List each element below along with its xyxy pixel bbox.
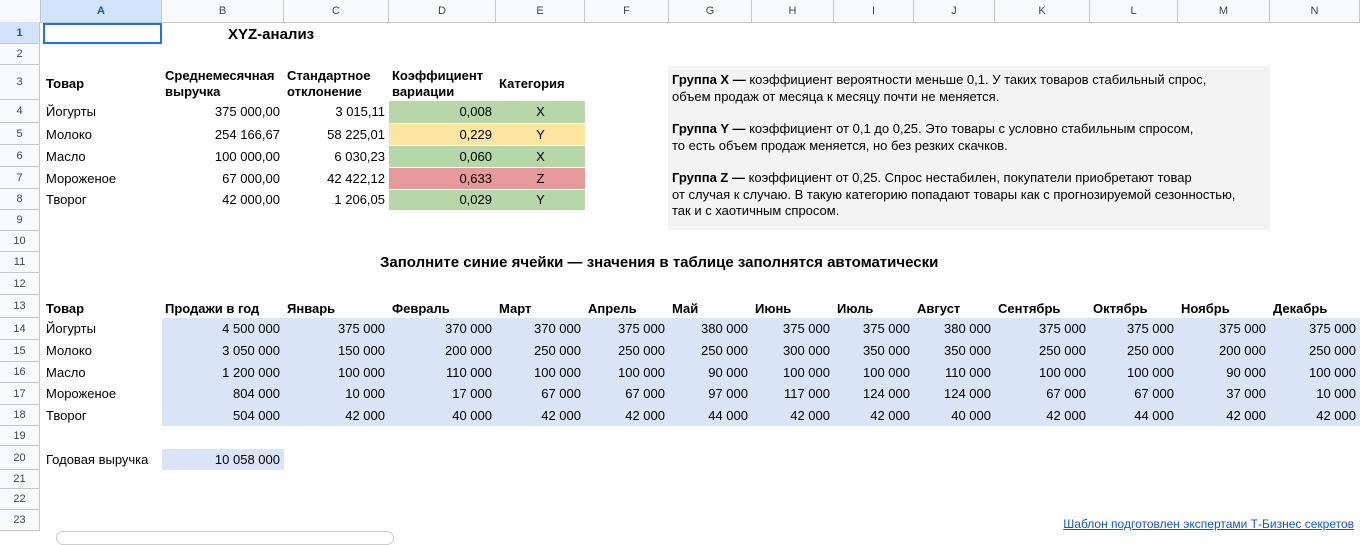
sales-value-cell[interactable]: 1 200 000 (162, 362, 284, 383)
sales-value-cell[interactable]: 504 000 (162, 405, 284, 426)
sales-value-cell[interactable]: 250 000 (1270, 340, 1360, 362)
summary-revenue: 67 000,00 (222, 171, 280, 186)
sales-value-cell[interactable]: 375 000 (284, 318, 389, 340)
sales-value-cell[interactable]: 42 000 (752, 405, 834, 426)
sales-value-cell[interactable]: 37 000 (1178, 383, 1270, 405)
note-group-z: Группа Z — коэффициент от 0,25. Спрос нестабилен, покупатели приобретают товар от случая к случаю. В такую категорию попадают товары как с прогнозируемой сезонностью, так и с хаотичным спросом. (672, 170, 1236, 218)
sales-value-cell[interactable]: 100 000 (585, 362, 669, 383)
sales-value-cell[interactable]: 42 000 (834, 405, 914, 426)
summary-header-category: Категория (499, 76, 565, 91)
sales-value-cell[interactable]: 42 000 (496, 405, 585, 426)
summary-category: Z (496, 168, 585, 189)
sales-value-cell[interactable]: 375 000 (1178, 318, 1270, 340)
row-header-15[interactable]: 15 (0, 340, 40, 362)
column-header-e[interactable]: E (496, 0, 585, 22)
sales-value-cell[interactable]: 380 000 (669, 318, 752, 340)
sales-value-cell[interactable]: 250 000 (496, 340, 585, 362)
sales-header-5: Апрель (588, 301, 637, 316)
row-header-19[interactable]: 19 (0, 426, 40, 446)
sales-value-cell[interactable]: 44 000 (669, 405, 752, 426)
sales-value-cell[interactable]: 42 000 (284, 405, 389, 426)
summary-revenue: 42 000,00 (222, 192, 280, 207)
sheet-tab-bar[interactable] (56, 531, 394, 545)
summary-stddev: 1 206,05 (334, 192, 385, 207)
sales-value-cell[interactable]: 804 000 (162, 383, 284, 405)
summary-revenue: 100 000,00 (214, 149, 280, 164)
sheet-title: XYZ-анализ (228, 26, 315, 43)
row-header-20[interactable]: 20 (0, 446, 40, 470)
row-header-23[interactable]: 23 (0, 510, 40, 531)
column-header-b[interactable]: B (162, 0, 284, 22)
selected-cell-a1[interactable] (43, 23, 162, 44)
sales-value-cell[interactable]: 42 000 (585, 405, 669, 426)
sales-value-cell[interactable]: 42 000 (1178, 405, 1270, 426)
summary-header-coef: Коэффициент вариации (392, 68, 484, 99)
instruction-heading: Заполните синие ячейки — значения в таблице заполнятся автоматически (380, 254, 939, 271)
sales-value-cell[interactable]: 300 000 (752, 340, 834, 362)
row-header-5[interactable]: 5 (0, 123, 40, 145)
sales-value-cell[interactable]: 117 000 (752, 383, 834, 405)
row-header-4[interactable]: 4 (0, 100, 40, 123)
column-header-k[interactable]: K (995, 0, 1090, 22)
row-header-11[interactable]: 11 (0, 252, 40, 273)
sales-value-cell[interactable]: 250 000 (995, 340, 1090, 362)
sales-value-cell[interactable]: 100 000 (1090, 362, 1178, 383)
sales-value-cell[interactable]: 10 000 (284, 383, 389, 405)
sales-value-cell[interactable]: 100 000 (995, 362, 1090, 383)
annual-revenue-label: Годовая выручка (46, 452, 149, 467)
sales-value-cell[interactable]: 17 000 (389, 383, 496, 405)
summary-stddev: 6 030,23 (334, 149, 385, 164)
sales-header-2: Январь (287, 301, 336, 316)
row-header-1[interactable]: 1 (0, 22, 40, 44)
sales-header-10: Сентябрь (998, 301, 1061, 316)
row-header-13[interactable]: 13 (0, 295, 40, 318)
sales-value-cell[interactable]: 370 000 (496, 318, 585, 340)
sales-value-cell[interactable]: 375 000 (1270, 318, 1360, 340)
row-header-3[interactable]: 3 (0, 65, 40, 100)
sales-value-cell[interactable]: 375 000 (752, 318, 834, 340)
sales-value-cell[interactable]: 150 000 (284, 340, 389, 362)
sales-value-cell[interactable]: 350 000 (834, 340, 914, 362)
sales-value-cell[interactable]: 4 500 000 (162, 318, 284, 340)
sales-value-cell[interactable]: 250 000 (1090, 340, 1178, 362)
summary-revenue: 375 000,00 (214, 104, 280, 119)
sales-header-6: Май (672, 301, 699, 316)
select-all-corner[interactable] (0, 0, 41, 22)
sales-header-8: Июль (837, 301, 874, 316)
row-header-22[interactable]: 22 (0, 489, 40, 510)
sales-value-cell[interactable]: 67 000 (995, 383, 1090, 405)
sales-value-cell[interactable]: 375 000 (834, 318, 914, 340)
summary-category: Y (496, 124, 585, 145)
sales-header-12: Ноябрь (1181, 301, 1230, 316)
column-header-a[interactable]: A (41, 0, 162, 22)
sales-value-cell[interactable]: 375 000 (995, 318, 1090, 340)
sales-value-cell[interactable]: 110 000 (389, 362, 496, 383)
sales-value-cell[interactable]: 200 000 (389, 340, 496, 362)
summary-product: Творог (46, 192, 87, 207)
sales-header-3: Февраль (392, 301, 450, 316)
sales-value-cell[interactable]: 3 050 000 (162, 340, 284, 362)
sales-value-cell[interactable]: 90 000 (669, 362, 752, 383)
row-header-9[interactable]: 9 (0, 210, 40, 231)
summary-category: X (496, 146, 585, 167)
summary-product: Молоко (46, 127, 92, 142)
sales-product: Йогурты (46, 321, 96, 336)
sales-value-cell[interactable]: 370 000 (389, 318, 496, 340)
sales-value-cell[interactable]: 67 000 (496, 383, 585, 405)
sales-value-cell[interactable]: 100 000 (284, 362, 389, 383)
row-header-16[interactable]: 16 (0, 362, 40, 383)
row-header-14[interactable]: 14 (0, 318, 40, 340)
summary-coef: 0,633 (389, 168, 496, 189)
sales-value-cell[interactable]: 250 000 (669, 340, 752, 362)
annual-revenue-value[interactable]: 10 058 000 (162, 449, 284, 470)
sales-value-cell[interactable]: 42 000 (995, 405, 1090, 426)
row-header-18[interactable]: 18 (0, 405, 40, 426)
row-header-21[interactable]: 21 (0, 470, 40, 489)
sales-header-4: Март (499, 301, 532, 316)
sales-value-cell[interactable]: 200 000 (1178, 340, 1270, 362)
sales-value-cell[interactable]: 40 000 (914, 405, 995, 426)
sales-value-cell[interactable]: 100 000 (496, 362, 585, 383)
column-header-m[interactable]: M (1178, 0, 1270, 22)
column-header-f[interactable]: F (585, 0, 669, 22)
summary-category: Y (496, 190, 585, 210)
sales-value-cell[interactable]: 250 000 (585, 340, 669, 362)
xyz-notes (668, 66, 1270, 230)
note-group-y: Группа Y — коэффициент от 0,1 до 0,25. Это товары с условно стабильным спросом, то есть объем продаж меняется, но без резких скачков. (672, 121, 1194, 153)
summary-revenue: 254 166,67 (214, 127, 280, 142)
row-header-17[interactable]: 17 (0, 383, 40, 405)
summary-product: Йогурты (46, 104, 96, 119)
summary-stddev: 58 225,01 (327, 127, 385, 142)
sales-value-cell[interactable]: 380 000 (914, 318, 995, 340)
summary-header-product: Товар (46, 76, 85, 91)
sales-value-cell[interactable]: 100 000 (752, 362, 834, 383)
column-header-i[interactable]: I (834, 0, 914, 22)
row-header-8[interactable]: 8 (0, 189, 40, 210)
row-header-6[interactable]: 6 (0, 145, 40, 167)
template-author-link[interactable]: Шаблон подготовлен экспертами Т-Бизнес секретов (1063, 517, 1354, 531)
sales-value-cell[interactable]: 110 000 (914, 362, 995, 383)
column-header-n[interactable]: N (1270, 0, 1360, 22)
sales-header-0: Товар (46, 301, 85, 316)
sales-product: Молоко (46, 343, 92, 358)
sales-value-cell[interactable]: 350 000 (914, 340, 995, 362)
summary-coef: 0,060 (389, 146, 496, 167)
sales-value-cell[interactable]: 100 000 (834, 362, 914, 383)
summary-stddev: 3 015,11 (335, 104, 385, 119)
sales-value-cell[interactable]: 42 000 (1270, 405, 1360, 426)
summary-product: Мороженое (46, 171, 117, 186)
column-header-j[interactable]: J (914, 0, 995, 22)
column-header-c[interactable]: C (284, 0, 389, 22)
row-header-12[interactable]: 12 (0, 273, 40, 295)
column-header-l[interactable]: L (1090, 0, 1178, 22)
sales-value-cell[interactable]: 375 000 (1090, 318, 1178, 340)
sales-header-9: Август (917, 301, 961, 316)
row-header-7[interactable]: 7 (0, 167, 40, 189)
sales-value-cell[interactable]: 67 000 (585, 383, 669, 405)
sales-product: Мороженое (46, 386, 117, 401)
sales-header-13: Декабрь (1273, 301, 1328, 316)
sales-value-cell[interactable]: 10 000 (1270, 383, 1360, 405)
note-group-x: Группа X — коэффициент вероятности меньше 0,1. У таких товаров стабильный спрос, объем продаж от месяца к месяцу почти не меняется. (672, 72, 1207, 104)
sales-product: Масло (46, 365, 86, 380)
sales-header-1: Продажи в год (165, 301, 260, 316)
column-header-d[interactable]: D (389, 0, 496, 22)
sales-value-cell[interactable]: 100 000 (1270, 362, 1360, 383)
column-header-h[interactable]: H (752, 0, 834, 22)
summary-product: Масло (46, 149, 86, 164)
column-header-bar (0, 0, 1360, 23)
sales-value-cell[interactable]: 97 000 (669, 383, 752, 405)
summary-header-stddev: Стандартное отклонение (287, 68, 371, 99)
row-header-2[interactable]: 2 (0, 44, 40, 65)
sales-value-cell[interactable]: 90 000 (1178, 362, 1270, 383)
summary-coef: 0,029 (389, 190, 496, 210)
sales-product: Творог (46, 408, 87, 423)
sales-value-cell[interactable]: 124 000 (834, 383, 914, 405)
sales-value-cell[interactable]: 375 000 (585, 318, 669, 340)
sales-value-cell[interactable]: 40 000 (389, 405, 496, 426)
sales-value-cell[interactable]: 124 000 (914, 383, 995, 405)
sales-header-11: Октябрь (1093, 301, 1148, 316)
sales-value-cell[interactable]: 44 000 (1090, 405, 1178, 426)
summary-coef: 0,008 (389, 101, 496, 123)
summary-category: X (496, 101, 585, 123)
column-header-g[interactable]: G (669, 0, 752, 22)
summary-header-revenue: Среднемесячная выручка (165, 68, 275, 99)
summary-coef: 0,229 (389, 124, 496, 145)
sales-header-7: Июнь (755, 301, 792, 316)
sales-value-cell[interactable]: 67 000 (1090, 383, 1178, 405)
summary-stddev: 42 422,12 (327, 171, 385, 186)
row-header-10[interactable]: 10 (0, 231, 40, 252)
